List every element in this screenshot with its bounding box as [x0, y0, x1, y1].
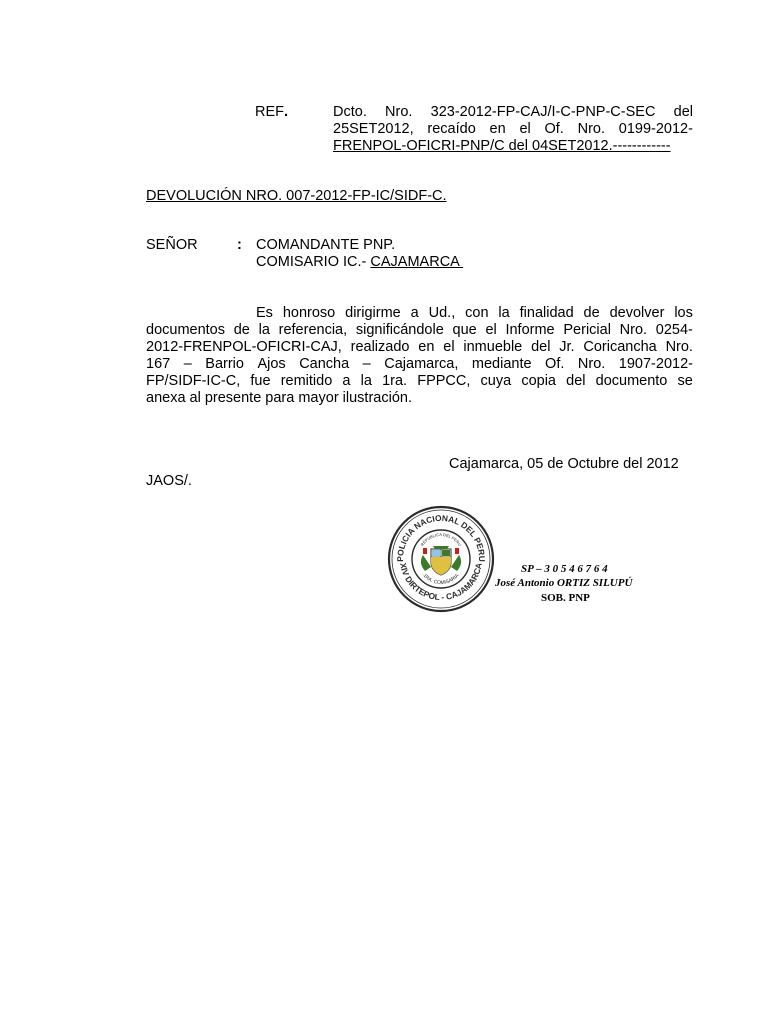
word: Informe — [505, 322, 555, 338]
word: Jr. — [559, 339, 575, 355]
word: 1ra. — [382, 373, 408, 389]
addressee-line-2 — [256, 254, 463, 271]
word: cuya — [480, 373, 512, 389]
word: la — [498, 305, 510, 321]
word: Barrio — [205, 356, 244, 372]
word: devolver — [609, 305, 665, 321]
word: Nro. — [577, 356, 606, 372]
devolucion-heading: DEVOLUCIÓN NRO. 007-2012-FP-IC/SIDF-C. — [146, 188, 447, 204]
stamp-bottom-text: XIV DIRTEPOL - CAJAMARCA — [398, 562, 484, 603]
senor-colon: : — [237, 237, 242, 253]
word: que — [452, 322, 477, 338]
word: documento — [595, 373, 668, 389]
ref-body — [333, 104, 693, 155]
word: 323-2012-FP-CAJ/I-C-PNP-C-SEC — [430, 104, 656, 120]
stamp-inner-top-text: REPUBLICA DEL PERU — [419, 531, 463, 547]
word: finalidad — [519, 305, 574, 321]
word: FP/SIDF-IC-C, — [146, 373, 241, 389]
body-line-1 — [146, 305, 693, 322]
date-line: Cajamarca, 05 de Octubre del 2012 — [449, 456, 679, 472]
word: honroso — [282, 305, 336, 321]
ref-line-1 — [333, 104, 693, 121]
word: Nro. — [665, 339, 693, 355]
word: a — [410, 305, 419, 321]
signature-id: SP – 3 0 5 4 6 7 6 4 — [521, 563, 608, 575]
word: FPPCC, — [417, 373, 471, 389]
word: Of. — [545, 356, 565, 372]
ref-label-dot: . — [284, 104, 289, 120]
word: documentos — [146, 322, 225, 338]
word: Pericial — [563, 322, 611, 338]
body-line-4 — [146, 356, 693, 373]
word: la — [360, 373, 372, 389]
signature-name: José Antonio ORTIZ SILUPÚ — [495, 577, 633, 589]
word: dirigirme — [345, 305, 401, 321]
word: 0199-2012- — [618, 121, 693, 137]
word: inmueble — [463, 339, 523, 355]
police-stamp — [387, 505, 495, 613]
word: el — [443, 339, 455, 355]
word: Dcto. — [333, 104, 367, 120]
word: remitido — [280, 373, 333, 389]
senor-label: SEÑOR — [146, 237, 198, 253]
word: Nro. — [385, 104, 413, 120]
word: Cancha — [299, 356, 350, 372]
word: Ajos — [257, 356, 286, 372]
word: 2012-FRENPOL-OFICRI-CAJ, — [146, 339, 342, 355]
ref-line-3: FRENPOL-OFICRI-PNP/C del 04SET2012.------------ — [333, 138, 671, 154]
word: Ud., — [428, 305, 456, 321]
word: recaído — [427, 121, 476, 137]
word: de — [233, 322, 250, 338]
addressee-prefix: COMISARIO IC.- — [256, 254, 371, 270]
word: Es — [256, 305, 273, 321]
body-line-3 — [146, 339, 693, 356]
word: Nro. — [577, 121, 606, 137]
word: Coricancha — [583, 339, 657, 355]
body-line-5 — [146, 373, 693, 390]
body-line-2 — [146, 322, 693, 339]
word: los — [674, 305, 693, 321]
ref-label — [255, 104, 288, 121]
word: se — [677, 373, 693, 389]
word: fue — [250, 373, 271, 389]
initials: JAOS/. — [146, 473, 192, 489]
word: el — [519, 121, 531, 137]
word: la — [258, 322, 270, 338]
word: realizado — [350, 339, 410, 355]
word: referencia, — [278, 322, 348, 338]
body-paragraph — [146, 305, 693, 407]
word: – — [183, 356, 192, 372]
stamp-inner-bottom-text: 1RA. COMISARIA — [421, 572, 461, 587]
addressee-line-1: COMANDANTE PNP. — [256, 237, 396, 253]
body-line-6: anexa al presente para mayor ilustración. — [146, 390, 412, 406]
word: el — [485, 322, 497, 338]
stamp-top-text: POLICIA NACIONAL DEL PERU — [394, 512, 488, 562]
word: 0254- — [655, 322, 693, 338]
word: 25SET2012, — [333, 121, 414, 137]
word: mediante — [471, 356, 532, 372]
word: copia — [521, 373, 556, 389]
word: Nro. — [619, 322, 648, 338]
word: del — [566, 373, 586, 389]
word: de — [583, 305, 600, 321]
word: 1907-2012- — [618, 356, 693, 372]
ref-line-2 — [333, 121, 693, 138]
coat-of-arms-icon — [421, 546, 461, 575]
word: 167 — [146, 356, 171, 372]
word: con — [465, 305, 489, 321]
word: Cajamarca, — [384, 356, 459, 372]
signature-rank: SOB. PNP — [541, 592, 590, 604]
word: del — [673, 104, 693, 120]
word: del — [531, 339, 551, 355]
word: Of. — [544, 121, 564, 137]
addressee-place: CAJAMARCA — [370, 254, 464, 270]
word: en — [489, 121, 506, 137]
word: significándole — [355, 322, 444, 338]
word: a — [342, 373, 351, 389]
word: – — [362, 356, 371, 372]
ref-label-text: REF — [255, 104, 284, 120]
word: en — [418, 339, 435, 355]
